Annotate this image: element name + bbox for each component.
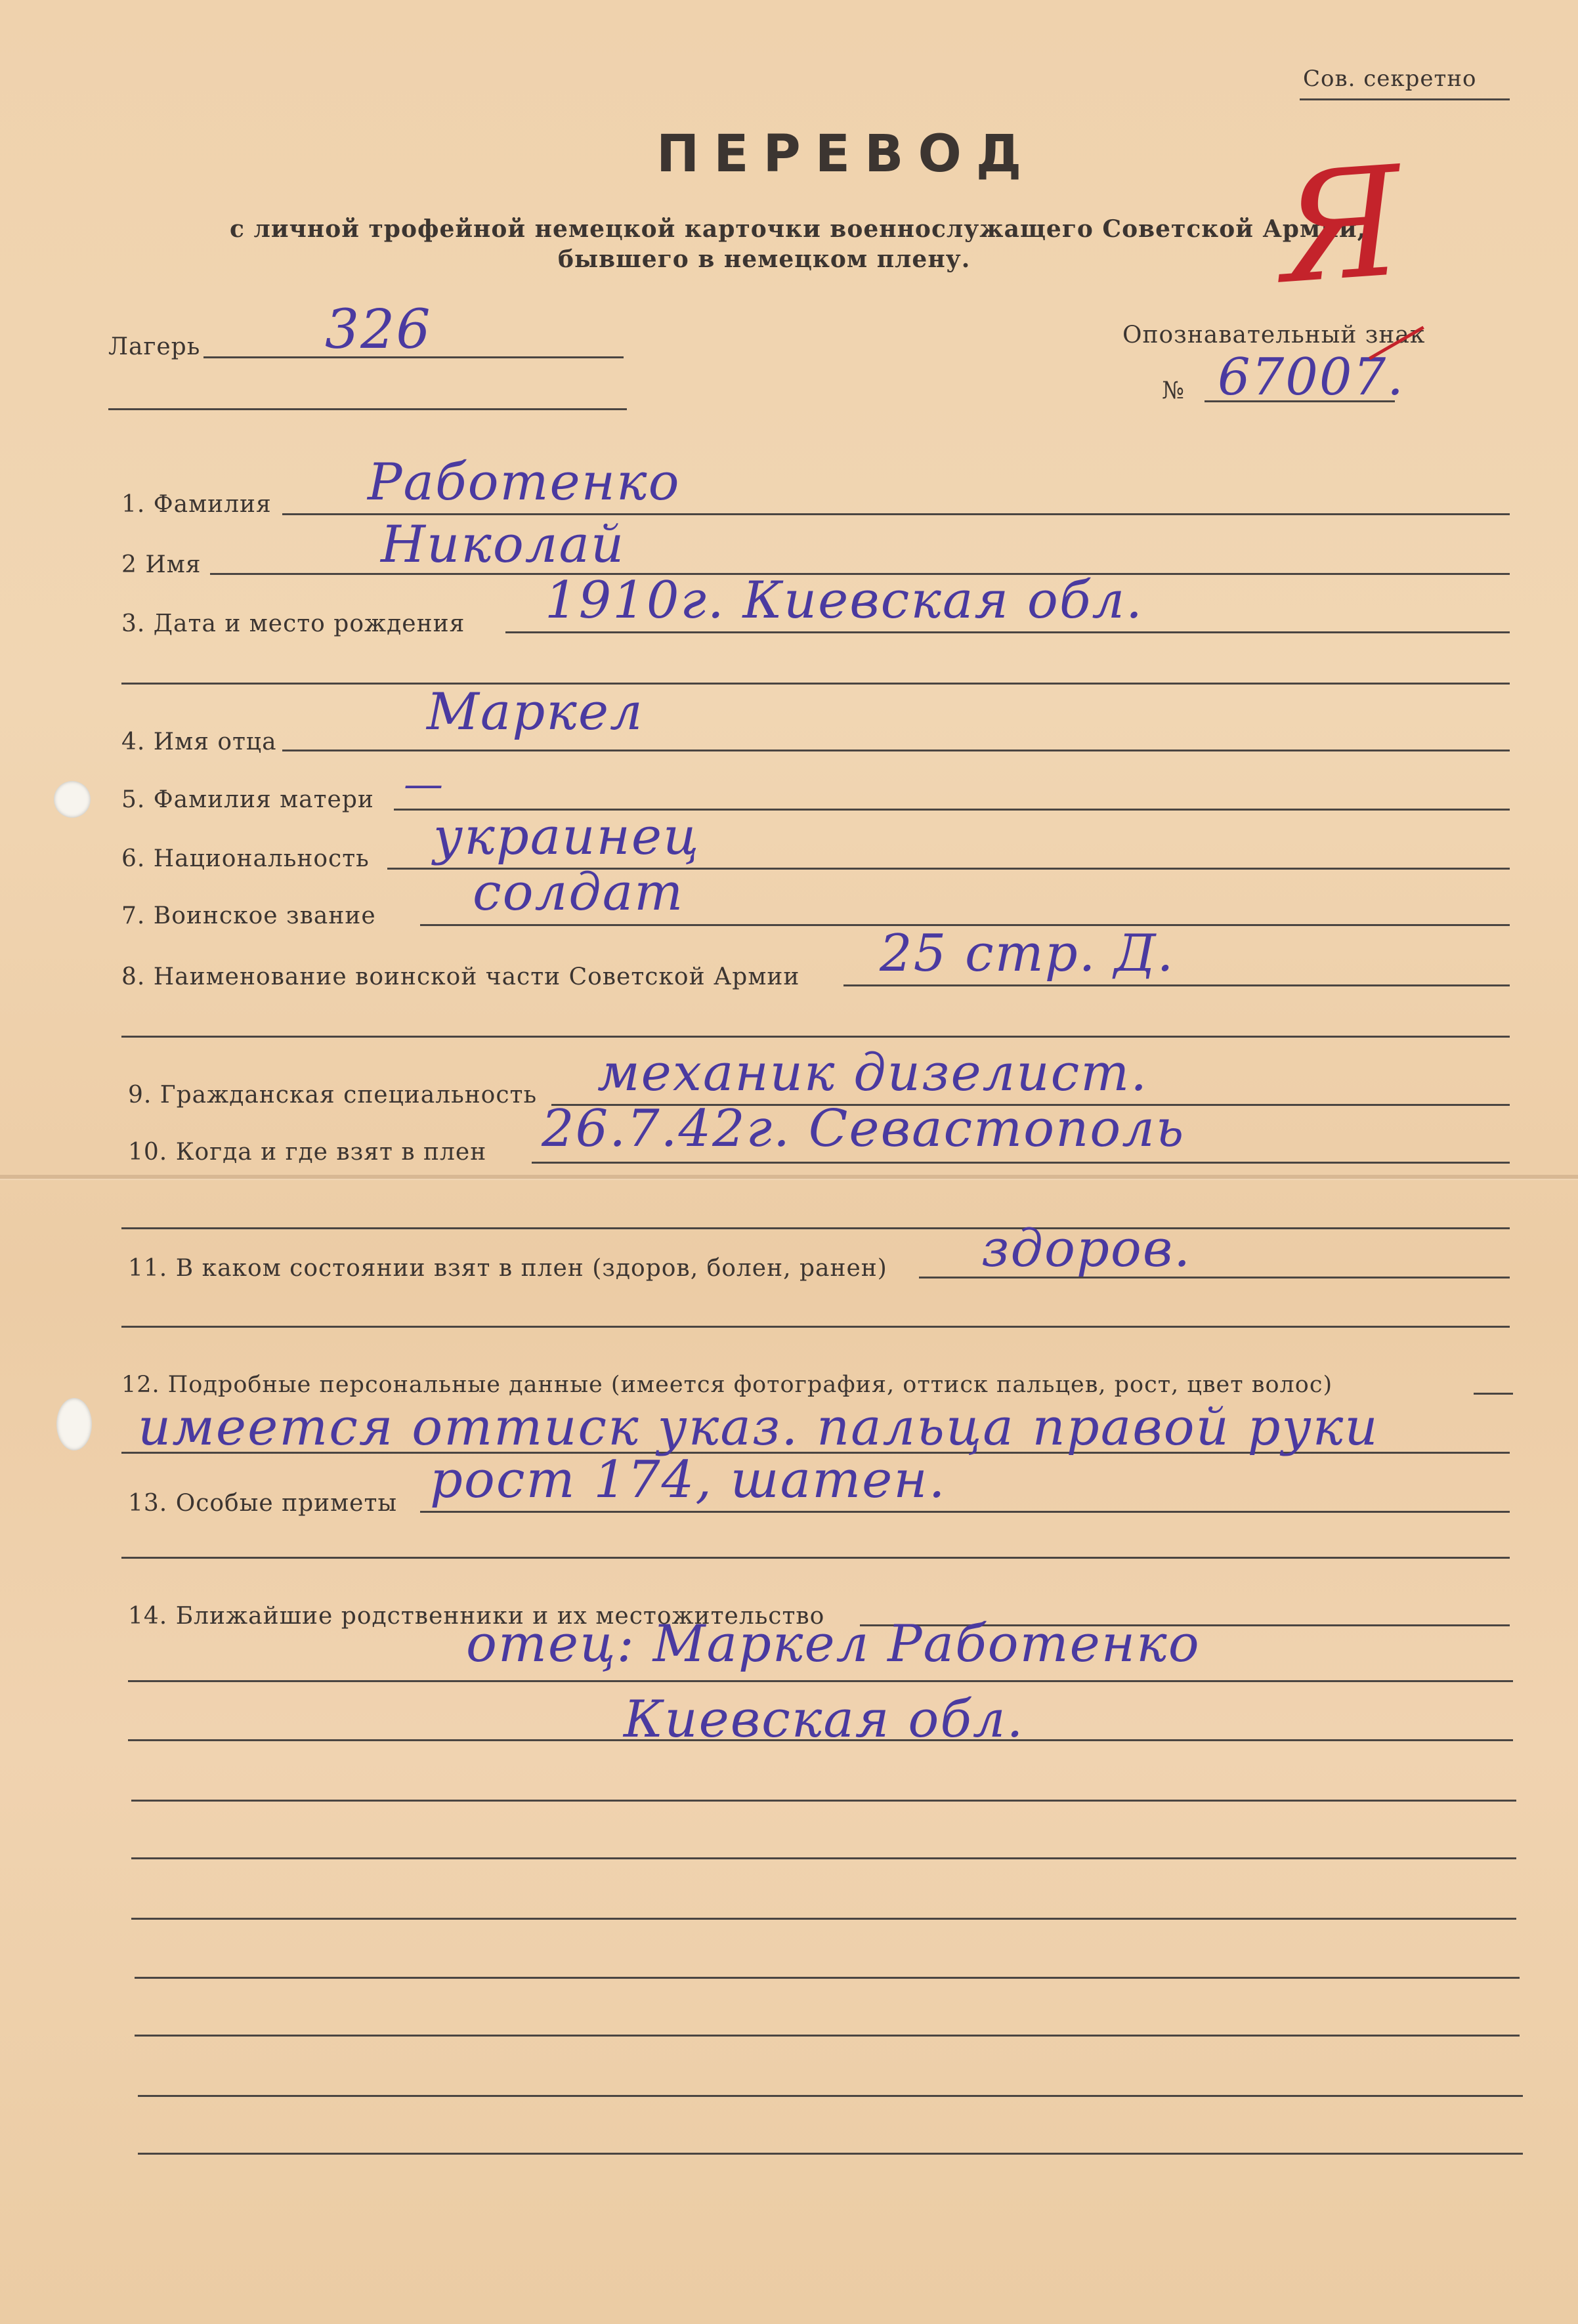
field-13-line — [420, 1511, 1510, 1513]
red-mark: Я — [1273, 134, 1408, 318]
field-3-value: 1910г. Киевская обл. — [545, 571, 1143, 630]
field-12-value: имеется оттиск указ. пальца правой руки — [138, 1398, 1379, 1457]
field-8-line — [843, 984, 1510, 986]
punch-hole-bottom — [56, 1398, 92, 1450]
blank-line-6 — [135, 1977, 1520, 1979]
field-7-value: солдат — [473, 863, 685, 922]
fold-crease — [0, 1179, 1578, 1180]
field-6-label: 6. Национальность — [121, 845, 370, 872]
field-12-line — [1474, 1393, 1513, 1395]
field-2-label: 2 Имя — [121, 551, 202, 578]
classification-label: Сов. секретно — [1303, 66, 1477, 92]
field-4-line — [282, 750, 1510, 751]
field-7-label: 7. Воинское звание — [121, 902, 376, 929]
blank-line-2 — [128, 1739, 1513, 1741]
field-6-value: украинец — [433, 807, 700, 866]
field-9-label: 9. Гражданская специальность — [128, 1082, 538, 1109]
field-8-value: 25 стр. Д. — [880, 924, 1175, 983]
field-12-label: 12. Подробные персональные данные (имеется фотография, оттиск пальцев, рост, цвет волос) — [121, 1372, 1333, 1398]
field-11-label: 11. В каком состоянии взят в плен (здоров, болен, ранен) — [128, 1255, 887, 1282]
field-13-value: рост 174, шатен. — [430, 1450, 947, 1510]
field-11-value: здоров. — [981, 1219, 1192, 1278]
camp-value: 326 — [325, 299, 432, 361]
field-11-line-2 — [121, 1326, 1510, 1328]
blank-line-9 — [138, 2153, 1523, 2155]
field-4-value: Маркел — [427, 683, 644, 742]
classification-underline — [1300, 98, 1510, 100]
id-number-prefix: № — [1162, 377, 1185, 404]
field-5-label: 5. Фамилия матери — [121, 786, 374, 813]
field-1-label: 1. Фамилия — [121, 491, 272, 518]
field-3-label: 3. Дата и место рождения — [121, 610, 465, 637]
punch-hole-top — [54, 781, 91, 818]
field-8-line-2 — [121, 1036, 1510, 1038]
field-13-label: 13. Особые приметы — [128, 1490, 398, 1517]
blank-line-4 — [131, 1857, 1516, 1859]
field-8-label: 8. Наименование воинской части Советской Армии — [121, 963, 800, 990]
blank-line-1 — [128, 1680, 1513, 1682]
blank-line-3 — [131, 1800, 1516, 1802]
blank-line-8 — [138, 2095, 1523, 2097]
field-14-label: 14. Ближайшие родственники и их местожительство — [128, 1603, 825, 1630]
document-title: ПЕРЕВОД — [656, 125, 1036, 184]
blank-line-7 — [135, 2035, 1520, 2037]
field-10-label: 10. Когда и где взят в плен — [128, 1139, 487, 1166]
document-subtitle-line1: с личной трофейной немецкой карточки военнослужащего Советской Армии, — [230, 215, 1367, 243]
camp-line-2 — [108, 408, 627, 410]
field-14-value-line2: Киевская обл. — [624, 1690, 1025, 1749]
field-2-value: Николай — [381, 515, 626, 574]
field-10-value: 26.7.42г. Севастополь — [542, 1099, 1185, 1158]
field-9-value: механик дизелист. — [597, 1044, 1149, 1103]
field-14-value-line1: отец: Маркел Работенко — [466, 1615, 1201, 1674]
field-13-line-2 — [121, 1557, 1510, 1559]
field-10-line — [532, 1162, 1510, 1164]
field-5-value: — — [404, 761, 444, 807]
field-10-line-2 — [121, 1227, 1510, 1229]
field-3-line-2 — [121, 683, 1510, 685]
field-4-label: 4. Имя отца — [121, 729, 277, 755]
id-number-value: 67007. — [1218, 348, 1405, 407]
blank-line-5 — [131, 1918, 1516, 1920]
id-mark-label: Опознавательный знак — [1122, 322, 1426, 349]
field-3-line — [505, 631, 1510, 633]
field-1-value: Работенко — [368, 453, 681, 512]
camp-label: Лагерь — [108, 333, 201, 360]
document-subtitle-line2: бывшего в немецком плену. — [558, 245, 971, 273]
